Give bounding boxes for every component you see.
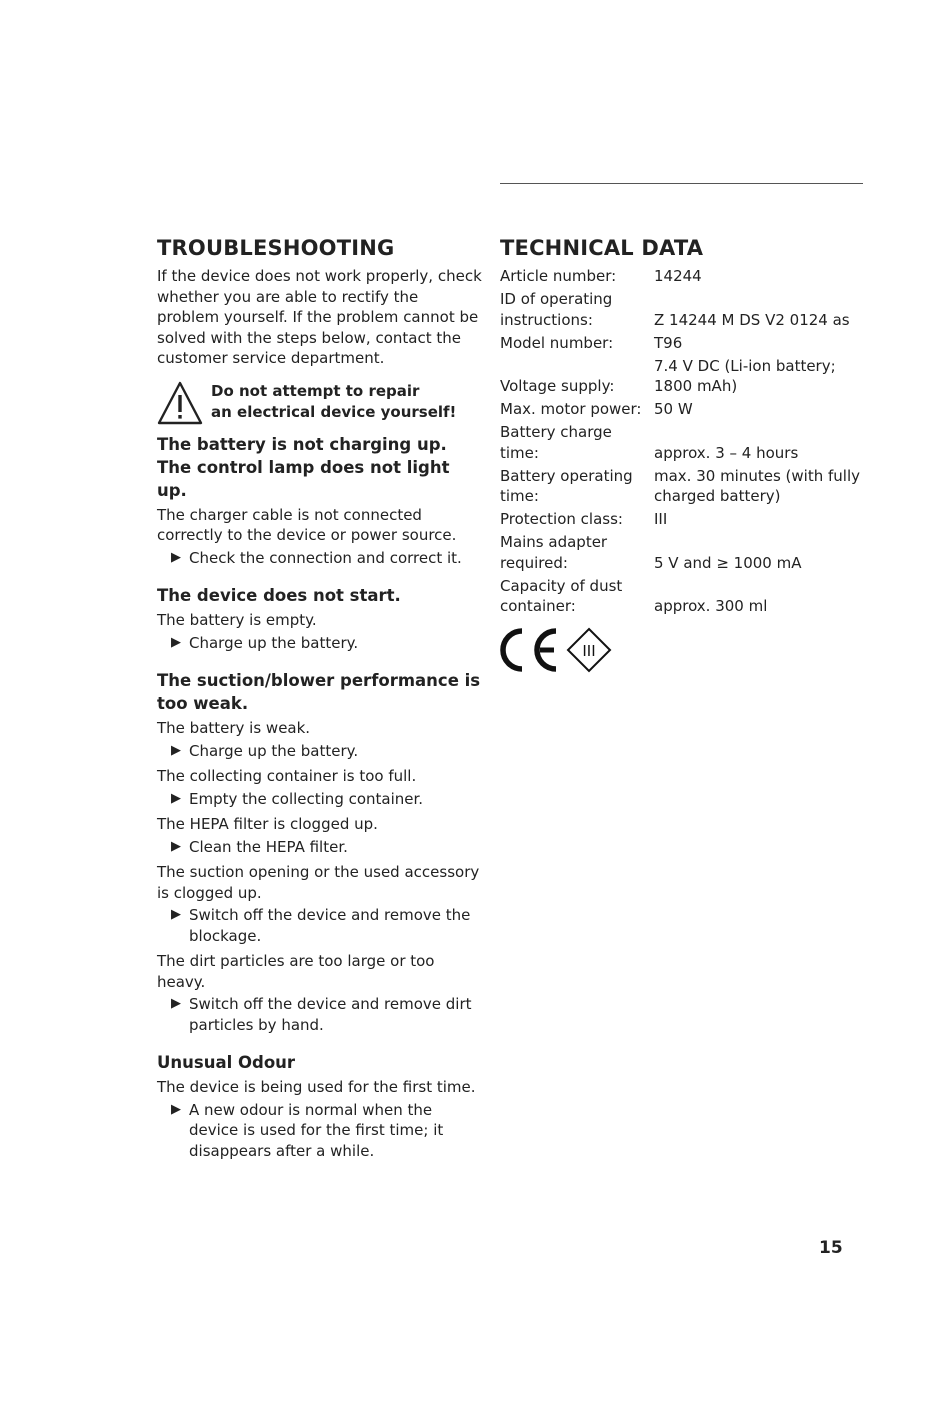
ce-mark-icon: [500, 627, 562, 673]
tech-label: ID of operating instructions:: [500, 290, 613, 329]
troubleshooting-column: [157, 236, 482, 1177]
remedy-text: Check the connection and correct it.: [189, 548, 462, 567]
technical-data-title: TECHNICAL DATA: [500, 236, 704, 260]
tech-value: 7.4 V DC (Li-ion battery; 1800 mAh): [654, 356, 836, 395]
troubleshooting-title: TROUBLESHOOTING: [157, 236, 395, 260]
remedy-step: [157, 994, 482, 1035]
tech-value: T96: [654, 333, 683, 352]
problem-cause: The battery is weak.: [157, 719, 311, 737]
remedy-step: [157, 1100, 482, 1162]
warning-triangle-icon: [157, 381, 203, 425]
warning-text: [211, 381, 456, 423]
remedy-text: Clean the HEPA filter.: [189, 837, 348, 856]
remedy-step: [157, 741, 482, 762]
header-rule: [500, 183, 863, 184]
tech-label: Model number:: [500, 333, 614, 352]
triangle-arrow-icon: ▶: [171, 996, 181, 1011]
certification-marks: [500, 627, 863, 673]
problem-cause: The suction opening or the used accessory is clogged up.: [157, 863, 480, 902]
problem-cause: The charger cable is not connected correctly to the device or power source.: [157, 505, 457, 544]
tech-row: [500, 399, 863, 422]
tech-label: Battery operating time:: [500, 466, 633, 505]
remedy-step: [157, 633, 482, 654]
remedy-text: Switch off the device and remove dirt particles by hand.: [189, 995, 472, 1034]
remedy-step: [157, 905, 482, 946]
remedy-text: Switch off the device and remove the blockage.: [189, 906, 471, 945]
tech-value: 50 W: [654, 400, 693, 418]
tech-label: Protection class:: [500, 510, 623, 528]
triangle-arrow-icon: ▶: [171, 549, 181, 565]
triangle-arrow-icon: ▶: [171, 838, 181, 854]
triangle-arrow-icon: ▶: [171, 1101, 181, 1117]
remedy-text: Empty the collecting container.: [189, 789, 424, 808]
warning-line-1: Do not attempt to repair: [211, 381, 420, 400]
tech-value: max. 30 minutes (with fully charged battery): [654, 466, 861, 505]
tech-value: approx. 300 ml: [654, 597, 768, 615]
section-heading: The device does not start.: [157, 586, 401, 605]
tech-label: Capacity of dust container:: [500, 576, 623, 615]
remedy-text: A new odour is normal when the device is used for the first time; it disappears after a while.: [189, 1100, 444, 1160]
triangle-arrow-icon: ▶: [171, 742, 181, 758]
triangle-arrow-icon: ▶: [171, 790, 181, 806]
tech-row: [500, 422, 863, 466]
problem-cause: The HEPA filter is clogged up.: [157, 815, 378, 833]
troubleshooting-intro: If the device does not work properly, check whether you are able to rectify the problem yourself. If the problem cannot be solved with the steps below, contact the customer service department.: [157, 267, 482, 367]
problem-cause: The dirt particles are too large or too heavy.: [157, 952, 435, 991]
warning-line-2: an electrical device yourself!: [211, 402, 457, 421]
remedy-step: [157, 548, 482, 569]
technical-data-table: [500, 266, 863, 619]
tech-row: [500, 289, 863, 333]
remedy-step: [157, 837, 482, 858]
problem-cause: The collecting container is too full.: [157, 767, 417, 785]
tech-label: Max. motor power:: [500, 400, 642, 418]
tech-label: Mains adapter required:: [500, 533, 608, 572]
tech-value: Z 14244 M DS V2 0124 as: [654, 310, 850, 329]
troubleshooting-section: [157, 1051, 482, 1161]
tech-value: 5 V and ≥ 1000 mA: [654, 553, 802, 572]
tech-row: [500, 466, 863, 510]
tech-row: [500, 532, 863, 576]
problem-cause: The device is being used for the first time.: [157, 1078, 476, 1096]
protection-class-iii-icon: [566, 627, 612, 673]
page-number: 15: [819, 1238, 843, 1258]
tech-row: [500, 356, 863, 400]
tech-label: Battery charge time:: [500, 423, 612, 462]
section-heading: The suction/blower performance is too weak.: [157, 671, 481, 713]
tech-label: Article number:: [500, 267, 617, 285]
section-heading: Unusual Odour: [157, 1053, 296, 1072]
tech-value: III: [654, 510, 668, 528]
tech-row: [500, 509, 863, 532]
troubleshooting-section: [157, 584, 482, 653]
troubleshooting-section: [157, 433, 482, 569]
protection-class-label: III: [582, 642, 596, 660]
remedy-text: Charge up the battery.: [189, 633, 359, 652]
tech-value: approx. 3 – 4 hours: [654, 443, 799, 462]
tech-value: 14244: [654, 267, 702, 285]
remedy-step: [157, 789, 482, 810]
warning-box: [157, 381, 482, 425]
tech-row: [500, 576, 863, 620]
remedy-text: Charge up the battery.: [189, 741, 359, 760]
troubleshooting-section: [157, 669, 482, 1035]
section-heading: The battery is not charging up. The control lamp does not light up.: [157, 434, 450, 500]
triangle-arrow-icon: ▶: [171, 907, 181, 922]
triangle-arrow-icon: ▶: [171, 634, 181, 650]
tech-row: [500, 333, 863, 356]
problem-cause: The battery is empty.: [157, 611, 317, 629]
technical-data-column: [500, 236, 863, 673]
tech-row: [500, 266, 863, 289]
troubleshooting-sections: [157, 433, 482, 1162]
tech-label: Voltage supply:: [500, 377, 615, 395]
